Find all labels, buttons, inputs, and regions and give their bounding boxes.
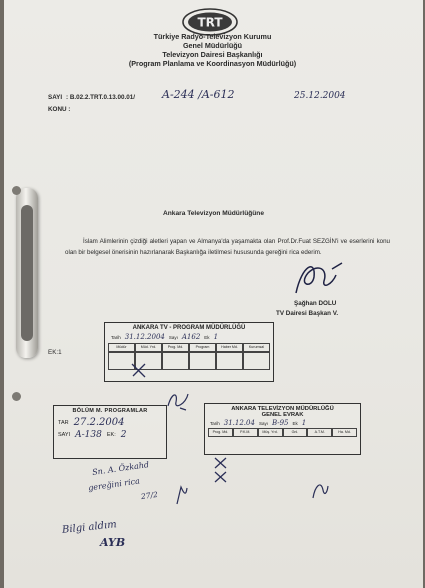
routing-column-header: Müdür [108,343,135,352]
sayi-handwritten: A-244 /A-612 [162,88,235,101]
stamp-genel-sayi-label: Sayı [258,420,268,426]
stamp-program-tarih-label: Tarih [111,334,121,340]
stamp-program-ek-label: Ek [204,334,210,340]
stamp-genel-ek-label: Ek [292,420,298,426]
signature-scribble [288,255,348,300]
stamp-bolum-tarih-value: 27.2.2004 [73,417,125,428]
routing-column-header: A.T.M. [307,428,332,437]
stamp-bolum-tarih-label: TAR [58,419,69,426]
stamp-genel-evrak [204,403,361,455]
stamp-bolum-sayi-value: A-138 [75,430,102,440]
stamp-genel-ek-value: 1 [301,419,307,427]
binder-slot [21,205,33,341]
document-date: 25.12.2004 [294,91,346,101]
routing-column-header: Prog. Md. [162,343,189,352]
handwritten-check [129,360,149,380]
org-department: Televizyon Dairesi Başkanlığı [162,50,263,59]
trt-logo-text: TRT [197,15,223,30]
routing-column-header: P.K.M. [233,428,258,437]
stamp-genel-sayi-value: B-95 [271,419,289,427]
stamp-bolum-programlar [53,405,167,459]
sayi-value: : B.02.2.TRT.0.13.00.01/ [66,94,135,101]
konu-label: KONU : [48,106,71,113]
routing-column-header: Program [189,343,216,352]
stamp-program-ek-value: 1 [213,333,219,341]
handwritten-note-received: Bilgi aldım [61,519,118,536]
initials-scribble [164,388,192,412]
stamp-genel-subtitle: GENEL EVRAK [261,412,304,418]
addressee: Ankara Televizyon Müdürlüğüne [163,210,264,217]
body-text: İslam Alimlerinin çizdiği aletleri yapan ve Almanya'da yaşamakta olan Prof.Dr.Fuat SEZGİN'i ve eserlerini konu olan bir belgesel önerisinin hazırlanarak Başkanlığa iletilmesi hususunda gereğini rica ederim. [65,238,390,256]
stamp-bolum-sayi-label: SAYI [58,432,71,438]
org-directorate: Genel Müdürlüğü [182,41,243,50]
document-page [4,0,423,588]
stamp-program-sayi-value: A162 [181,333,201,341]
stamp-program-title: ANKARA TV - PROGRAM MÜDÜRLÜĞÜ [132,325,246,331]
handwritten-note-date: 27/2 [140,489,159,502]
stamp-program-sayi-label: Sayı [168,334,178,340]
stamp-bolum-title: BÖLÜM M. PROGRAMLAR [72,408,148,414]
routing-column-header: Prog. Md. [208,428,233,437]
handwritten-marks [212,455,230,485]
stamp-program-tarih-value: 31.12.2004 [124,333,165,341]
routing-column-header: Ha. Md. [332,428,357,437]
initials-scribble [309,478,331,502]
routing-cell [189,352,216,370]
stamp-genel-tarih-value: 31.12.04 [223,419,255,427]
routing-cell [216,352,243,370]
routing-column-header: Kurumsal [243,343,270,352]
stamp-genel-routing-table [208,428,357,437]
handwritten-stroke [174,484,190,506]
routing-column-header: Müd. Yrd. [135,343,162,352]
stamp-bolum-ek-value: 2 [120,430,127,440]
ek-label: EK:1 [48,349,62,356]
punch-hole [12,186,21,195]
handwritten-note-recipient: Sn. A. Özkahd [91,460,150,477]
handwritten-initials: AYB [100,536,126,549]
routing-column-header: Gnl. [283,428,308,437]
routing-column-header: Haber Md. [216,343,243,352]
stamp-bolum-ek-label: EK: [106,432,116,438]
stamp-genel-title: ANKARA TELEVİZYON MÜDÜRLÜĞÜ [231,406,334,412]
stamp-genel-tarih-label: Tarih [210,420,220,426]
punch-hole [12,392,21,401]
org-unit: (Program Planlama ve Koordinasyon Müdürlüğü) [128,59,297,68]
signer-title: TV Dairesi Başkan V. [276,310,339,317]
sayi-label: SAYI [48,94,63,101]
signer-name: Şağhan DOLU [294,300,337,307]
routing-cell [243,352,270,370]
routing-column-header: Müş. Yrd. [258,428,283,437]
handwritten-note-request: gereğini rica [87,476,141,493]
routing-cell [162,352,189,370]
org-name: Türkiye Radyo-Televizyon Kurumu [153,32,272,41]
